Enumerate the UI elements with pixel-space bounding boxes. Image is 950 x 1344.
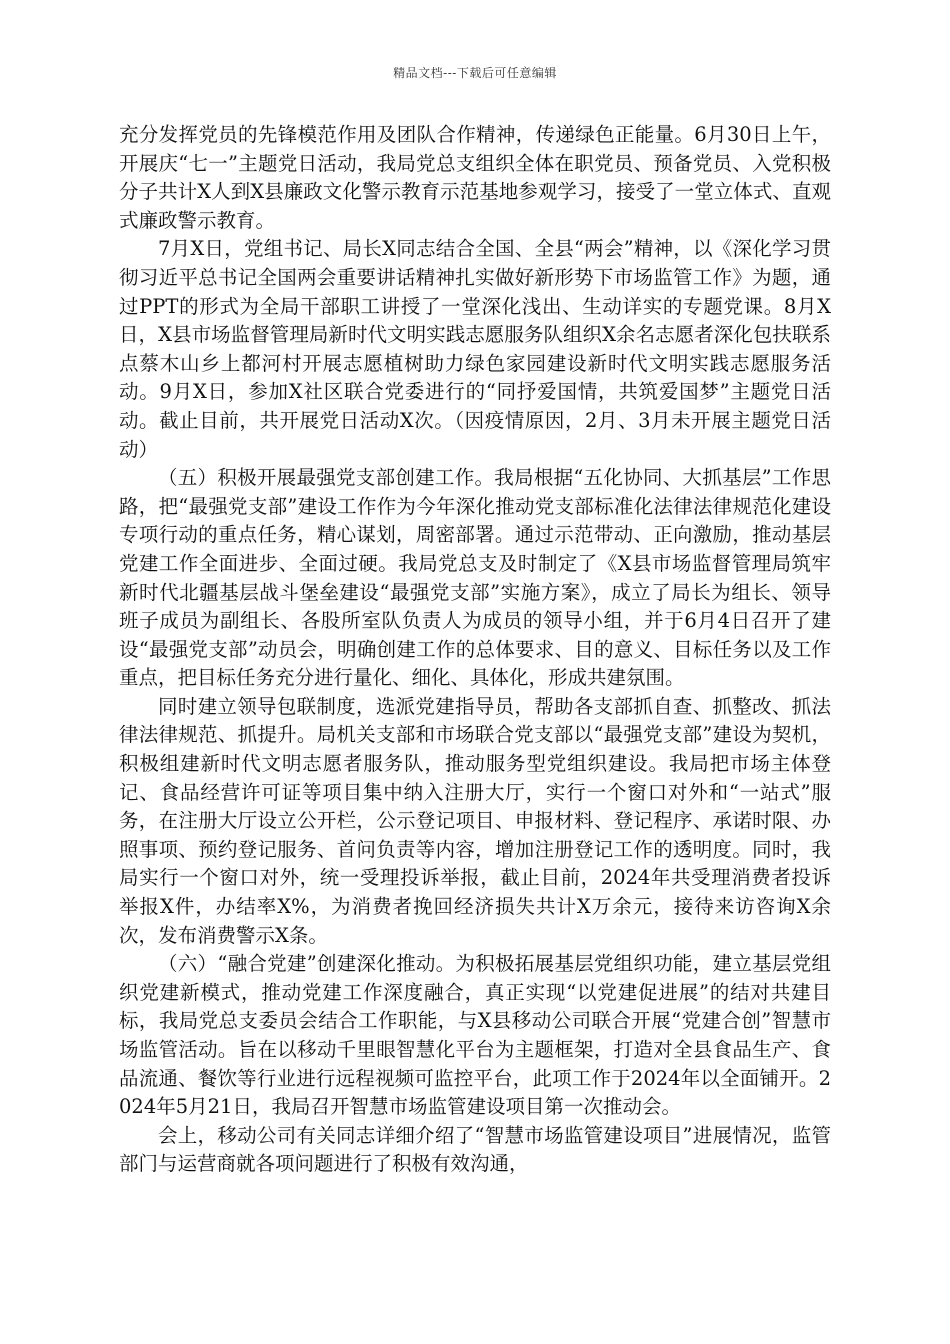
page-header: 精品文档---下载后可任意编辑: [393, 66, 557, 80]
paragraph-3: （五）积极开展最强党支部创建工作。我局根据“五化协同、大抓基层”工作思路，把“最强党支部”建设工作作为今年深化推动党支部标准化法律法律规范化建设专项行动的重点任务，精心谋划，周密部署。通过示范带动、正向激励，推动基层党建工作全面进步、全面过硬。我局党总支及时制定了《X县市场监督管理局筑牢新时代北疆基层战斗堡垒建设“最强党支部”实施方案》，成立了局长为组长、领导班子成员为副组长、各股所室队负责人为成员的领导小组，并于6月4日召开了建设“最强党支部”动员会，明确创建工作的总体要求、目的意义、目标任务以及工作重点，把目标任务充分进行量化、细化、具体化，形成共建氛围。: [119, 466, 831, 690]
paragraph-2: 7月X日，党组书记、局长X同志结合全国、全县“两会”精神，以《深化学习贯彻习近平总书记全国两会重要讲话精神扎实做好新形势下市场监管工作》为题，通过PPT的形式为全局干部职工讲授了一堂深化浅出、生动详实的专题党课。8月X日，X县市场监督管理局新时代文明实践志愿服务队组织X余名志愿者深化包扶联系点蔡木山乡上都河村开展志愿植树助力绿色家园建设新时代文明实践志愿服务活动。9月X日，参加X社区联合党委进行的“同抒爱国情，共筑爱国梦”主题党日活动。截止目前，共开展党日活动X次。（因疫情原因，2月、3月未开展主题党日活动）: [119, 237, 831, 461]
paragraph-1: 充分发挥党员的先锋模范作用及团队合作精神，传递绿色正能量。6月30日上午，开展庆“七一”主题党日活动，我局党总支组织全体在职党员、预备党员、入党积极分子共计X人到X县廉政文化警示教育示范基地参观学习，接受了一堂立体式、直观式廉政警示教育。: [119, 123, 831, 232]
document-body: [119, 121, 831, 1179]
paragraph-6: 会上，移动公司有关同志详细介绍了“智慧市场监管建设项目”进展情况，监管部门与运营商就各项问题进行了积极有效沟通，: [119, 1123, 831, 1176]
paragraph-4: 同时建立领导包联制度，选派党建指导员，帮助各支部抓自查、抓整改、抓法律法律规范、抓提升。局机关支部和市场联合党支部以“最强党支部”建设为契机，积极组建新时代文明志愿者服务队，推动服务型党组织建设。我局把市场主体登记、食品经营许可证等项目集中纳入注册大厅，实行一个窗口对外和“一站式”服务，在注册大厅设立公开栏，公示登记项目、申报材料、登记程序、承诺时限、办照事项、预约登记服务、首问负责等内容，增加注册登记工作的透明度。同时，我局实行一个窗口对外，统一受理投诉举报，截止目前，2024年共受理消费者投诉举报X件，办结率X%，为消费者挽回经济损失共计X万余元，接待来访咨询X余次，发布消费警示X条。: [119, 694, 831, 947]
paragraph-5: （六）“融合党建”创建深化推动。为积极拓展基层党组织功能，建立基层党组织党建新模式，推动党建工作深度融合，真正实现“以党建促进展”的结对共建目标，我局党总支委员会结合工作职能，与X县移动公司联合开展“党建合创”智慧市场监管活动。旨在以移动千里眼智慧化平台为主题框架，打造对全县食品生产、食品流通、餐饮等行业进行远程视频可监控平台，此项工作于2024年以全面铺开。2024年5月21日，我局召开智慧市场监管建设项目第一次推动会。: [119, 952, 831, 1119]
